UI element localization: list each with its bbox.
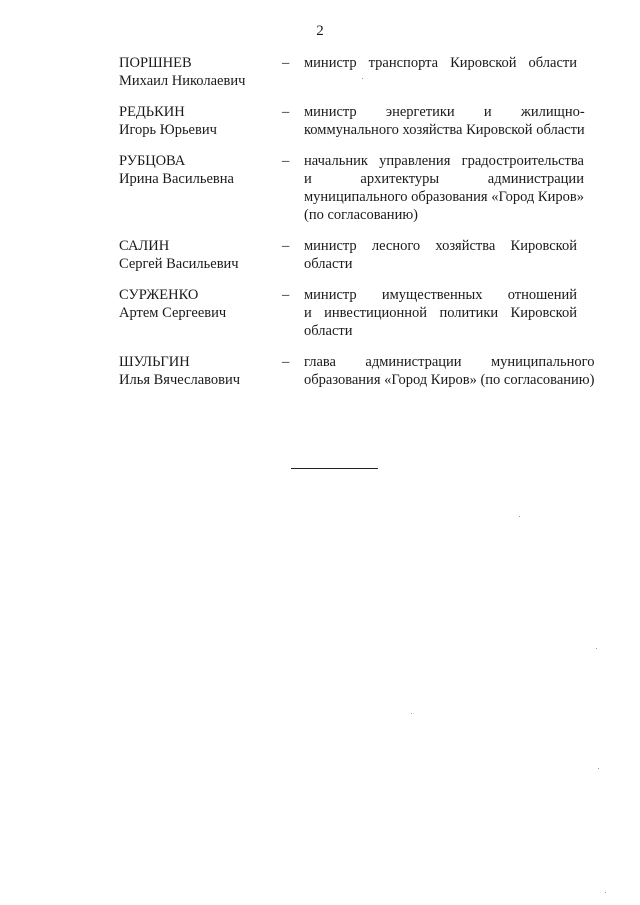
scan-speck xyxy=(596,648,597,649)
position-line: муниципального образования «Город Киров» xyxy=(304,189,584,205)
position-line: и архитектуры администрации xyxy=(304,171,584,187)
member-entry xyxy=(119,237,577,273)
member-given-name: Михаил Николаевич xyxy=(119,73,246,89)
member-name xyxy=(119,353,282,389)
member-entry xyxy=(119,353,595,389)
member-entry xyxy=(119,54,577,90)
position-line: министр энергетики и жилищно- xyxy=(304,104,585,120)
member-position xyxy=(304,152,584,224)
members-list xyxy=(119,54,595,402)
position-line: (по согласованию) xyxy=(304,207,418,223)
scan-speck xyxy=(519,516,520,517)
member-position xyxy=(304,103,585,139)
member-given-name: Артем Сергеевич xyxy=(119,305,227,321)
scan-speck xyxy=(411,713,412,714)
member-name xyxy=(119,103,282,139)
scan-speck xyxy=(598,768,599,769)
member-entry xyxy=(119,286,577,340)
scan-speck xyxy=(362,78,363,79)
member-given-name: Сергей Васильевич xyxy=(119,256,239,272)
dash: – xyxy=(282,287,290,303)
member-name xyxy=(119,237,282,273)
position-line: области xyxy=(304,323,353,339)
member-name xyxy=(119,54,282,90)
position-line: глава администрации муниципального xyxy=(304,354,595,370)
position-line: министр транспорта Кировской области xyxy=(304,55,577,71)
member-surname: ПОРШНЕВ xyxy=(119,55,192,71)
dash: – xyxy=(282,55,290,71)
member-given-name: Игорь Юрьевич xyxy=(119,122,217,138)
member-entry xyxy=(119,152,584,224)
member-name xyxy=(119,152,282,188)
member-surname: РЕДЬКИН xyxy=(119,104,185,120)
member-entry xyxy=(119,103,585,139)
page-number: 2 xyxy=(316,23,324,39)
member-position xyxy=(304,237,577,273)
position-line: министр лесного хозяйства Кировской xyxy=(304,238,577,254)
member-surname: РУБЦОВА xyxy=(119,153,186,169)
position-line: области xyxy=(304,256,353,272)
member-given-name: Илья Вячеславович xyxy=(119,372,241,388)
scan-speck xyxy=(605,892,606,893)
dash: – xyxy=(282,354,290,370)
member-surname: ШУЛЬГИН xyxy=(119,354,190,370)
dash: – xyxy=(282,104,290,120)
position-line: министр имущественных отношений xyxy=(304,287,577,303)
member-position xyxy=(304,353,594,389)
member-given-name: Ирина Васильевна xyxy=(119,171,234,187)
dash: – xyxy=(282,238,290,254)
end-divider xyxy=(291,468,378,469)
member-position xyxy=(304,54,577,72)
member-surname: СУРЖЕНКО xyxy=(119,287,199,303)
member-position xyxy=(304,286,577,340)
position-line: и инвестиционной политики Кировской xyxy=(304,305,577,321)
position-line: образования «Город Киров» (по согласованию) xyxy=(304,372,595,388)
position-line: начальник управления градостроительства xyxy=(304,153,584,169)
dash: – xyxy=(282,153,290,169)
member-surname: САЛИН xyxy=(119,238,170,254)
member-name xyxy=(119,286,282,322)
position-line: коммунального хозяйства Кировской области xyxy=(304,122,585,138)
